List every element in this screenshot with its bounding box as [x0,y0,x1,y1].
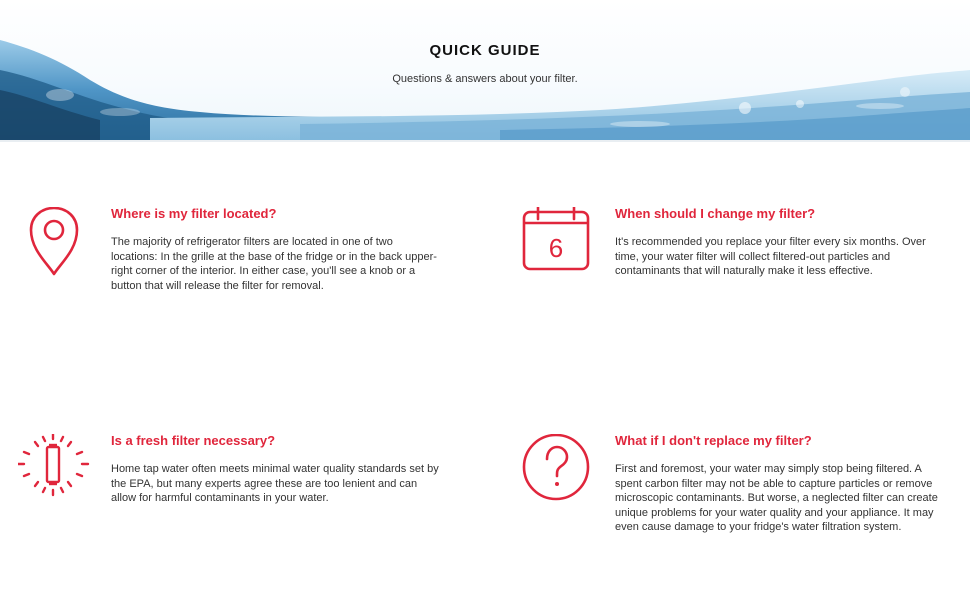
faq-question: When should I change my filter? [615,206,816,221]
faq-question: Is a fresh filter necessary? [111,433,276,448]
hero-banner [0,0,970,140]
fresh-filter-icon [18,434,90,506]
map-pin-icon [18,207,90,279]
faq-answer: First and foremost, your water may simply stop being filtered. A spent carbon filter may not be able to capture particles or remove microscopic contaminants. But worse, a neglected filter can create unique problems for your water quality and your appliance. It may even cause damage to your fridge's water filtration system. [615,463,938,533]
faq-question: What if I don't replace my filter? [615,433,812,448]
page-title: QUICK GUIDE [429,42,541,59]
faq-question: Where is my filter located? [111,206,277,221]
water-wave-graphic [0,0,970,140]
page-subtitle: Questions & answers about your filter. [392,73,578,85]
calendar-number: 6 [548,233,564,263]
faq-answer: The majority of refrigerator filters are located in one of two locations: In the grille at the base of the fridge or in the back upper-right corner of the interior. In either case, you'll see a knob or a button that will release the filter for removal. [111,236,437,292]
faq-answer: It's recommended you replace your filter every six months. Over time, your water filter will collect filtered-out particles and contaminants that will naturally make it less effective. [615,236,926,277]
faq-answer: Home tap water often meets minimal water quality standards set by the EPA, but many experts agree these are too lenient and can allow for harmful contaminants in your water. [111,463,439,504]
calendar-icon [522,207,594,279]
divider [0,140,970,142]
question-mark-icon [522,434,594,506]
